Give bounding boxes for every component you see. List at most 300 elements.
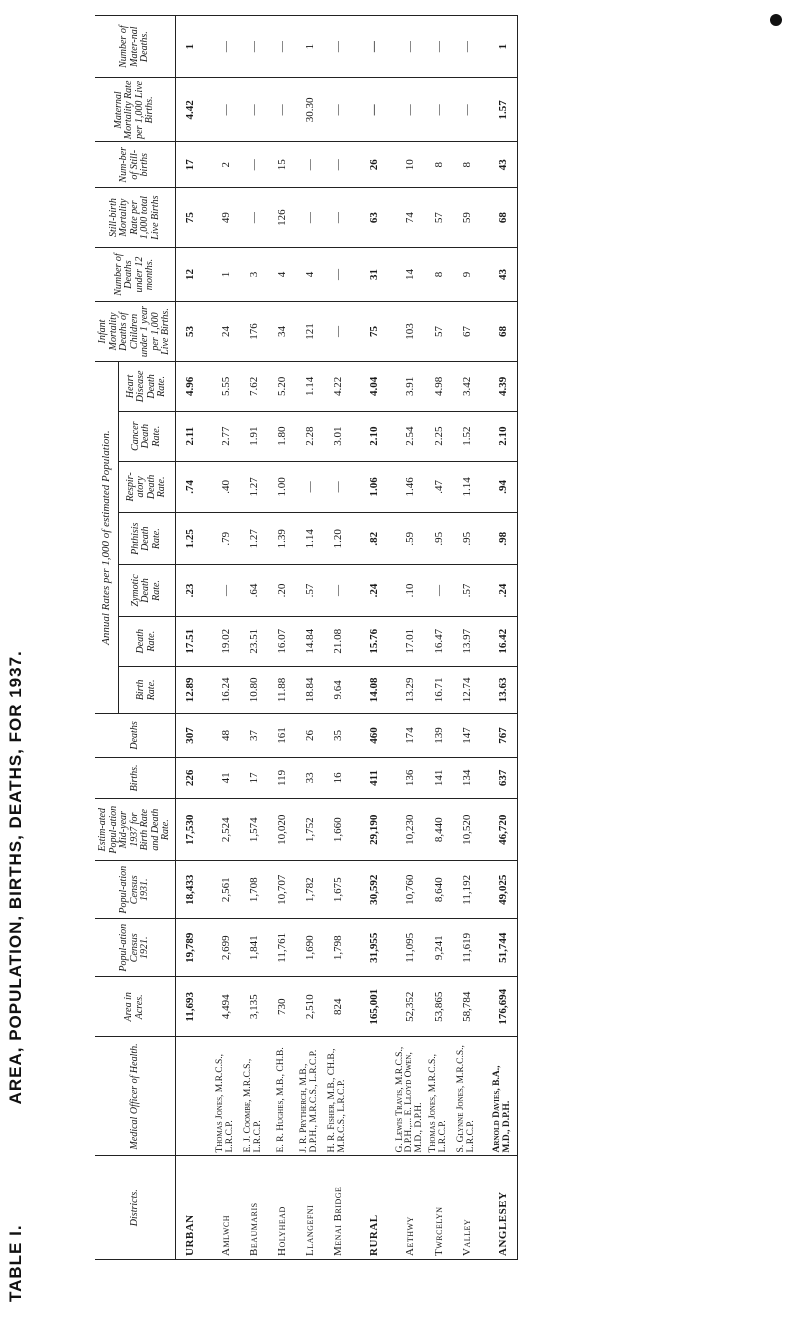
death-rate-cell: 13.97	[453, 616, 481, 666]
table-row	[240, 16, 268, 1260]
infant-mortality-cell: 103	[396, 301, 426, 361]
maternal-deaths-cell: 1	[489, 16, 518, 78]
birth-rate-cell: 9.64	[324, 666, 352, 714]
district-cell: ANGLESEY	[489, 1156, 518, 1260]
spacer-cell	[481, 362, 489, 412]
spacer-cell	[481, 861, 489, 919]
area-cell: 176,694	[489, 977, 518, 1037]
spacer-cell	[204, 142, 212, 188]
zymotic-rate-cell: .10	[396, 565, 426, 617]
district-cell: Menai Bridge	[324, 1156, 352, 1260]
spacer-cell	[481, 142, 489, 188]
respiratory-rate-cell: 1.27	[240, 461, 268, 513]
row-spacer	[204, 16, 212, 1260]
heart-rate-cell: 7.62	[240, 362, 268, 412]
pop1931-cell: 10,707	[268, 861, 296, 919]
spacer-cell	[204, 977, 212, 1037]
deaths-cell: 139	[425, 714, 453, 758]
maternal-deaths-cell: —	[396, 16, 426, 78]
pop1931-cell: 2,561	[212, 861, 240, 919]
estimated-pop-cell: 1,660	[324, 799, 352, 861]
heart-rate-cell: 4.22	[324, 362, 352, 412]
deaths-cell: 26	[296, 714, 324, 758]
spacer-cell	[388, 919, 396, 977]
spacer-cell	[204, 16, 212, 78]
officer-cell	[360, 1037, 388, 1156]
page-title: AREA, POPULATION, BIRTHS, DEATHS, FOR 1937.	[6, 650, 25, 1105]
stillbirth-rate-cell: —	[324, 188, 352, 248]
table-row	[175, 16, 204, 1260]
stillbirth-rate-cell: 59	[453, 188, 481, 248]
death-rate-cell: 16.47	[425, 616, 453, 666]
stillbirth-rate-cell: 74	[396, 188, 426, 248]
spacer-cell	[388, 565, 396, 617]
spacer-cell	[204, 714, 212, 758]
zymotic-rate-cell: —	[212, 565, 240, 617]
death-rate-cell: 19.02	[212, 616, 240, 666]
spacer-cell	[388, 513, 396, 565]
header-births: Births.	[95, 757, 175, 798]
statistics-table	[95, 15, 518, 1260]
estimated-pop-cell: 10,020	[268, 799, 296, 861]
deaths-cell: 147	[453, 714, 481, 758]
stillbirths-cell: 10	[396, 142, 426, 188]
cancer-rate-cell: 2.54	[396, 411, 426, 461]
respiratory-rate-cell: .40	[212, 461, 240, 513]
spacer-cell	[352, 1037, 360, 1156]
spacer-cell	[204, 1156, 212, 1260]
estimated-pop-cell: 29,190	[360, 799, 388, 861]
pop1921-cell: 11,619	[453, 919, 481, 977]
pop1931-cell: 8,640	[425, 861, 453, 919]
spacer-cell	[388, 799, 396, 861]
header-annual-rates: Annual Rates per 1,000 of estimated Population.	[95, 362, 118, 714]
maternal-rate-cell: —	[396, 78, 426, 142]
respiratory-rate-cell: .47	[425, 461, 453, 513]
death-rate-cell: 17.51	[175, 616, 204, 666]
zymotic-rate-cell: .24	[489, 565, 518, 617]
birth-rate-cell: 13.29	[396, 666, 426, 714]
infant-mortality-cell: 34	[268, 301, 296, 361]
deaths-cell: 174	[396, 714, 426, 758]
maternal-deaths-cell: —	[324, 16, 352, 78]
area-cell: 824	[324, 977, 352, 1037]
zymotic-rate-cell: —	[324, 565, 352, 617]
estimated-pop-cell: 46,720	[489, 799, 518, 861]
spacer-cell	[388, 757, 396, 798]
birth-rate-cell: 12.89	[175, 666, 204, 714]
header-respiratory: Respir-atory Death Rate.	[118, 461, 175, 513]
pop1921-cell: 9,241	[425, 919, 453, 977]
spacer-cell	[204, 757, 212, 798]
death-rate-cell: 15.76	[360, 616, 388, 666]
district-cell: Beaumaris	[240, 1156, 268, 1260]
officer-cell: Arnold Davies, B.A., M.D., D.P.H.	[489, 1037, 518, 1156]
spacer-cell	[388, 461, 396, 513]
spacer-cell	[204, 362, 212, 412]
maternal-rate-cell: —	[425, 78, 453, 142]
birth-rate-cell: 11.88	[268, 666, 296, 714]
spacer-cell	[204, 919, 212, 977]
births-cell: 136	[396, 757, 426, 798]
respiratory-rate-cell: .94	[489, 461, 518, 513]
phthisis-rate-cell: 1.14	[296, 513, 324, 565]
maternal-rate-cell: —	[324, 78, 352, 142]
stillbirth-rate-cell: —	[240, 188, 268, 248]
header-districts: Districts.	[95, 1156, 175, 1260]
estimated-pop-cell: 8,440	[425, 799, 453, 861]
cancer-rate-cell: 1.91	[240, 411, 268, 461]
district-cell: Valley	[453, 1156, 481, 1260]
maternal-deaths-cell: —	[360, 16, 388, 78]
pop1931-cell: 1,782	[296, 861, 324, 919]
area-cell: 2,510	[296, 977, 324, 1037]
table-row	[489, 16, 518, 1260]
table-row	[296, 16, 324, 1260]
pop1931-cell: 30,592	[360, 861, 388, 919]
spacer-cell	[481, 1037, 489, 1156]
spacer-cell	[481, 188, 489, 248]
pop1921-cell: 11,761	[268, 919, 296, 977]
cancer-rate-cell: 3.01	[324, 411, 352, 461]
officer-cell: S. Glynne Jones, M.R.C.S., L.R.C.P.	[453, 1037, 481, 1156]
district-cell: Holyhead	[268, 1156, 296, 1260]
phthisis-rate-cell: .98	[489, 513, 518, 565]
spacer-cell	[388, 16, 396, 78]
cancer-rate-cell: 2.25	[425, 411, 453, 461]
deaths-under-12-cell: 31	[360, 248, 388, 302]
spacer-cell	[352, 977, 360, 1037]
infant-mortality-cell: 68	[489, 301, 518, 361]
birth-rate-cell: 16.71	[425, 666, 453, 714]
infant-mortality-cell: 57	[425, 301, 453, 361]
pop1931-cell: 1,708	[240, 861, 268, 919]
zymotic-rate-cell: .23	[175, 565, 204, 617]
officer-cell: E. J. Coombe, M.R.C.S., L.R.C.P.	[240, 1037, 268, 1156]
phthisis-rate-cell: 1.20	[324, 513, 352, 565]
officer-cell: J. R. Prytherch, M.B., D.P.H., M.R.C.S., L.R.C.P.	[296, 1037, 324, 1156]
header-stillbirth-rate: Still-birth Mortality Rate per 1,000 total Live Births	[95, 188, 175, 248]
phthisis-rate-cell: .95	[425, 513, 453, 565]
deaths-under-12-cell: —	[324, 248, 352, 302]
spacer-cell	[352, 16, 360, 78]
table-row	[324, 16, 352, 1260]
spacer-cell	[481, 248, 489, 302]
spacer-cell	[204, 861, 212, 919]
respiratory-rate-cell: 1.00	[268, 461, 296, 513]
spacer-cell	[481, 301, 489, 361]
estimated-pop-cell: 2,524	[212, 799, 240, 861]
stillbirths-cell: 17	[175, 142, 204, 188]
death-rate-cell: 17.01	[396, 616, 426, 666]
birth-rate-cell: 14.08	[360, 666, 388, 714]
births-cell: 17	[240, 757, 268, 798]
infant-mortality-cell: —	[324, 301, 352, 361]
births-cell: 411	[360, 757, 388, 798]
pop1921-cell: 31,955	[360, 919, 388, 977]
estimated-pop-cell: 1,752	[296, 799, 324, 861]
district-cell: RURAL	[360, 1156, 388, 1260]
spacer-cell	[352, 78, 360, 142]
zymotic-rate-cell: .24	[360, 565, 388, 617]
officer-cell: E. R. Hughes, M.B., CH.B.	[268, 1037, 296, 1156]
spacer-cell	[352, 248, 360, 302]
area-cell: 730	[268, 977, 296, 1037]
pop1931-cell: 11,192	[453, 861, 481, 919]
birth-rate-cell: 12.74	[453, 666, 481, 714]
birth-rate-cell: 10.80	[240, 666, 268, 714]
maternal-deaths-cell: 1	[296, 16, 324, 78]
heart-rate-cell: 4.04	[360, 362, 388, 412]
infant-mortality-cell: 67	[453, 301, 481, 361]
spacer-cell	[388, 188, 396, 248]
zymotic-rate-cell: —	[425, 565, 453, 617]
respiratory-rate-cell: —	[324, 461, 352, 513]
stillbirth-rate-cell: 75	[175, 188, 204, 248]
stillbirths-cell: —	[296, 142, 324, 188]
area-cell: 3,135	[240, 977, 268, 1037]
spacer-cell	[204, 301, 212, 361]
spacer-cell	[204, 1037, 212, 1156]
deaths-under-12-cell: 8	[425, 248, 453, 302]
spacer-cell	[204, 188, 212, 248]
deaths-under-12-cell: 1	[212, 248, 240, 302]
district-cell: Llangefni	[296, 1156, 324, 1260]
phthisis-rate-cell: 1.39	[268, 513, 296, 565]
estimated-pop-cell: 10,520	[453, 799, 481, 861]
births-cell: 16	[324, 757, 352, 798]
births-cell: 119	[268, 757, 296, 798]
pop1921-cell: 51,744	[489, 919, 518, 977]
spacer-cell	[352, 919, 360, 977]
maternal-deaths-cell: —	[212, 16, 240, 78]
spacer-cell	[481, 616, 489, 666]
spacer-cell	[388, 977, 396, 1037]
header-area: Area in Acres.	[95, 977, 175, 1037]
spacer-cell	[388, 248, 396, 302]
area-cell: 4,494	[212, 977, 240, 1037]
births-cell: 226	[175, 757, 204, 798]
row-spacer	[481, 16, 489, 1260]
spacer-cell	[352, 301, 360, 361]
header-death-rate: Death Rate.	[118, 616, 175, 666]
cancer-rate-cell: 2.10	[360, 411, 388, 461]
phthisis-rate-cell: .95	[453, 513, 481, 565]
spacer-cell	[204, 461, 212, 513]
spacer-cell	[352, 616, 360, 666]
infant-mortality-cell: 75	[360, 301, 388, 361]
stillbirth-rate-cell: 49	[212, 188, 240, 248]
spacer-cell	[481, 977, 489, 1037]
pop1931-cell: 1,675	[324, 861, 352, 919]
death-rate-cell: 16.07	[268, 616, 296, 666]
zymotic-rate-cell: .64	[240, 565, 268, 617]
spacer-cell	[481, 666, 489, 714]
pop1921-cell: 1,841	[240, 919, 268, 977]
births-cell: 33	[296, 757, 324, 798]
header-infant-mortality: Infant Mortality Deaths of Children under 1 year per 1,000 Live Births.	[95, 301, 175, 361]
deaths-cell: 37	[240, 714, 268, 758]
spacer-cell	[352, 799, 360, 861]
pop1921-cell: 1,690	[296, 919, 324, 977]
respiratory-rate-cell: —	[296, 461, 324, 513]
respiratory-rate-cell: 1.06	[360, 461, 388, 513]
table-row	[425, 16, 453, 1260]
maternal-rate-cell: 1.57	[489, 78, 518, 142]
deaths-under-12-cell: 4	[268, 248, 296, 302]
maternal-rate-cell: —	[268, 78, 296, 142]
spacer-cell	[204, 513, 212, 565]
header-pop1921: Popul-ation Census 1921.	[95, 919, 175, 977]
maternal-rate-cell: 30.30	[296, 78, 324, 142]
officer-cell	[175, 1037, 204, 1156]
header-heart: Heart Disease Death Rate.	[118, 362, 175, 412]
table-label: TABLE I.	[6, 1224, 25, 1302]
births-cell: 141	[425, 757, 453, 798]
deaths-under-12-cell: 12	[175, 248, 204, 302]
stillbirths-cell: 26	[360, 142, 388, 188]
spacer-cell	[481, 919, 489, 977]
spacer-cell	[352, 565, 360, 617]
table-row	[360, 16, 388, 1260]
heart-rate-cell: 4.98	[425, 362, 453, 412]
spacer-cell	[352, 513, 360, 565]
spacer-cell	[481, 461, 489, 513]
spacer-cell	[352, 666, 360, 714]
spacer-cell	[204, 666, 212, 714]
district-cell: Amlwch	[212, 1156, 240, 1260]
spacer-cell	[352, 461, 360, 513]
cancer-rate-cell: 1.80	[268, 411, 296, 461]
phthisis-rate-cell: 1.25	[175, 513, 204, 565]
pop1931-cell: 18,433	[175, 861, 204, 919]
table-body	[175, 16, 518, 1260]
maternal-deaths-cell: 1	[175, 16, 204, 78]
area-cell: 58,784	[453, 977, 481, 1037]
stillbirths-cell: —	[240, 142, 268, 188]
spacer-cell	[481, 513, 489, 565]
zymotic-rate-cell: .57	[453, 565, 481, 617]
spacer-cell	[352, 188, 360, 248]
spacer-cell	[388, 362, 396, 412]
heart-rate-cell: 4.96	[175, 362, 204, 412]
estimated-pop-cell: 17,530	[175, 799, 204, 861]
spacer-cell	[388, 301, 396, 361]
header-maternal-rate: Maternal Mortality Rate per 1,000 Live Births.	[95, 78, 175, 142]
header-stillbirths: Num-ber of Still-births	[95, 142, 175, 188]
cancer-rate-cell: 1.52	[453, 411, 481, 461]
stillbirths-cell: 2	[212, 142, 240, 188]
spacer-cell	[388, 714, 396, 758]
table-row	[396, 16, 426, 1260]
maternal-rate-cell: —	[453, 78, 481, 142]
spacer-cell	[481, 411, 489, 461]
phthisis-rate-cell: 1.27	[240, 513, 268, 565]
pop1921-cell: 19,789	[175, 919, 204, 977]
header-zymotic: Zymotic Death Rate.	[118, 565, 175, 617]
header-deaths: Deaths	[95, 714, 175, 758]
infant-mortality-cell: 24	[212, 301, 240, 361]
deaths-cell: 767	[489, 714, 518, 758]
spacer-cell	[388, 666, 396, 714]
spacer-cell	[481, 757, 489, 798]
infant-mortality-cell: 121	[296, 301, 324, 361]
maternal-rate-cell: —	[212, 78, 240, 142]
spacer-cell	[481, 16, 489, 78]
deaths-cell: 35	[324, 714, 352, 758]
spacer-cell	[204, 411, 212, 461]
header-phthisis: Phthisis Death Rate.	[118, 513, 175, 565]
area-cell: 52,352	[396, 977, 426, 1037]
officer-cell: Thomas Jones, M.R.C.S., L.R.C.P.	[212, 1037, 240, 1156]
table-row	[268, 16, 296, 1260]
maternal-rate-cell: —	[240, 78, 268, 142]
district-cell: Twrcelyn	[425, 1156, 453, 1260]
birth-rate-cell: 18.84	[296, 666, 324, 714]
infant-mortality-cell: 53	[175, 301, 204, 361]
heart-rate-cell: 1.14	[296, 362, 324, 412]
stillbirth-rate-cell: 63	[360, 188, 388, 248]
spacer-cell	[204, 565, 212, 617]
cancer-rate-cell: 2.10	[489, 411, 518, 461]
spacer-cell	[204, 616, 212, 666]
officer-cell: H. R. Fisher, M.B., CH.B., M.R.C.S., L.R.C.P.	[324, 1037, 352, 1156]
cancer-rate-cell: 2.11	[175, 411, 204, 461]
death-rate-cell: 21.08	[324, 616, 352, 666]
deaths-under-12-cell: 43	[489, 248, 518, 302]
pop1921-cell: 11,095	[396, 919, 426, 977]
table-row	[453, 16, 481, 1260]
district-cell: Aethwy	[396, 1156, 426, 1260]
spacer-cell	[388, 411, 396, 461]
heart-rate-cell: 5.20	[268, 362, 296, 412]
stillbirths-cell: 8	[425, 142, 453, 188]
death-rate-cell: 16.42	[489, 616, 518, 666]
spacer-cell	[352, 1156, 360, 1260]
zymotic-rate-cell: .57	[296, 565, 324, 617]
area-cell: 165,001	[360, 977, 388, 1037]
maternal-rate-cell: —	[360, 78, 388, 142]
phthisis-rate-cell: .59	[396, 513, 426, 565]
cancer-rate-cell: 2.77	[212, 411, 240, 461]
birth-rate-cell: 13.63	[489, 666, 518, 714]
spacer-cell	[481, 565, 489, 617]
header-pop1931: Popul-ation Census 1931.	[95, 861, 175, 919]
header-birth-rate: Birth Rate.	[118, 666, 175, 714]
stillbirths-cell: 8	[453, 142, 481, 188]
death-rate-cell: 14.84	[296, 616, 324, 666]
officer-cell: Thomas Jones, M.R.C.S., L.R.C.P.	[425, 1037, 453, 1156]
spacer-cell	[204, 248, 212, 302]
pop1921-cell: 2,699	[212, 919, 240, 977]
stillbirths-cell: 15	[268, 142, 296, 188]
spacer-cell	[388, 142, 396, 188]
deaths-cell: 307	[175, 714, 204, 758]
district-cell: URBAN	[175, 1156, 204, 1260]
spacer-cell	[352, 411, 360, 461]
births-cell: 637	[489, 757, 518, 798]
deaths-cell: 48	[212, 714, 240, 758]
spacer-cell	[388, 616, 396, 666]
maternal-deaths-cell: —	[453, 16, 481, 78]
respiratory-rate-cell: 1.14	[453, 461, 481, 513]
heart-rate-cell: 5.55	[212, 362, 240, 412]
header-officer: Medical Officer of Health.	[95, 1037, 175, 1156]
officer-cell: G. Lewis Travis, M.R.C.S., D.P.H.,... E. Lloyd Owen, M.D., D.P.H.	[396, 1037, 426, 1156]
maternal-deaths-cell: —	[240, 16, 268, 78]
heart-rate-cell: 4.39	[489, 362, 518, 412]
spacer-cell	[481, 78, 489, 142]
